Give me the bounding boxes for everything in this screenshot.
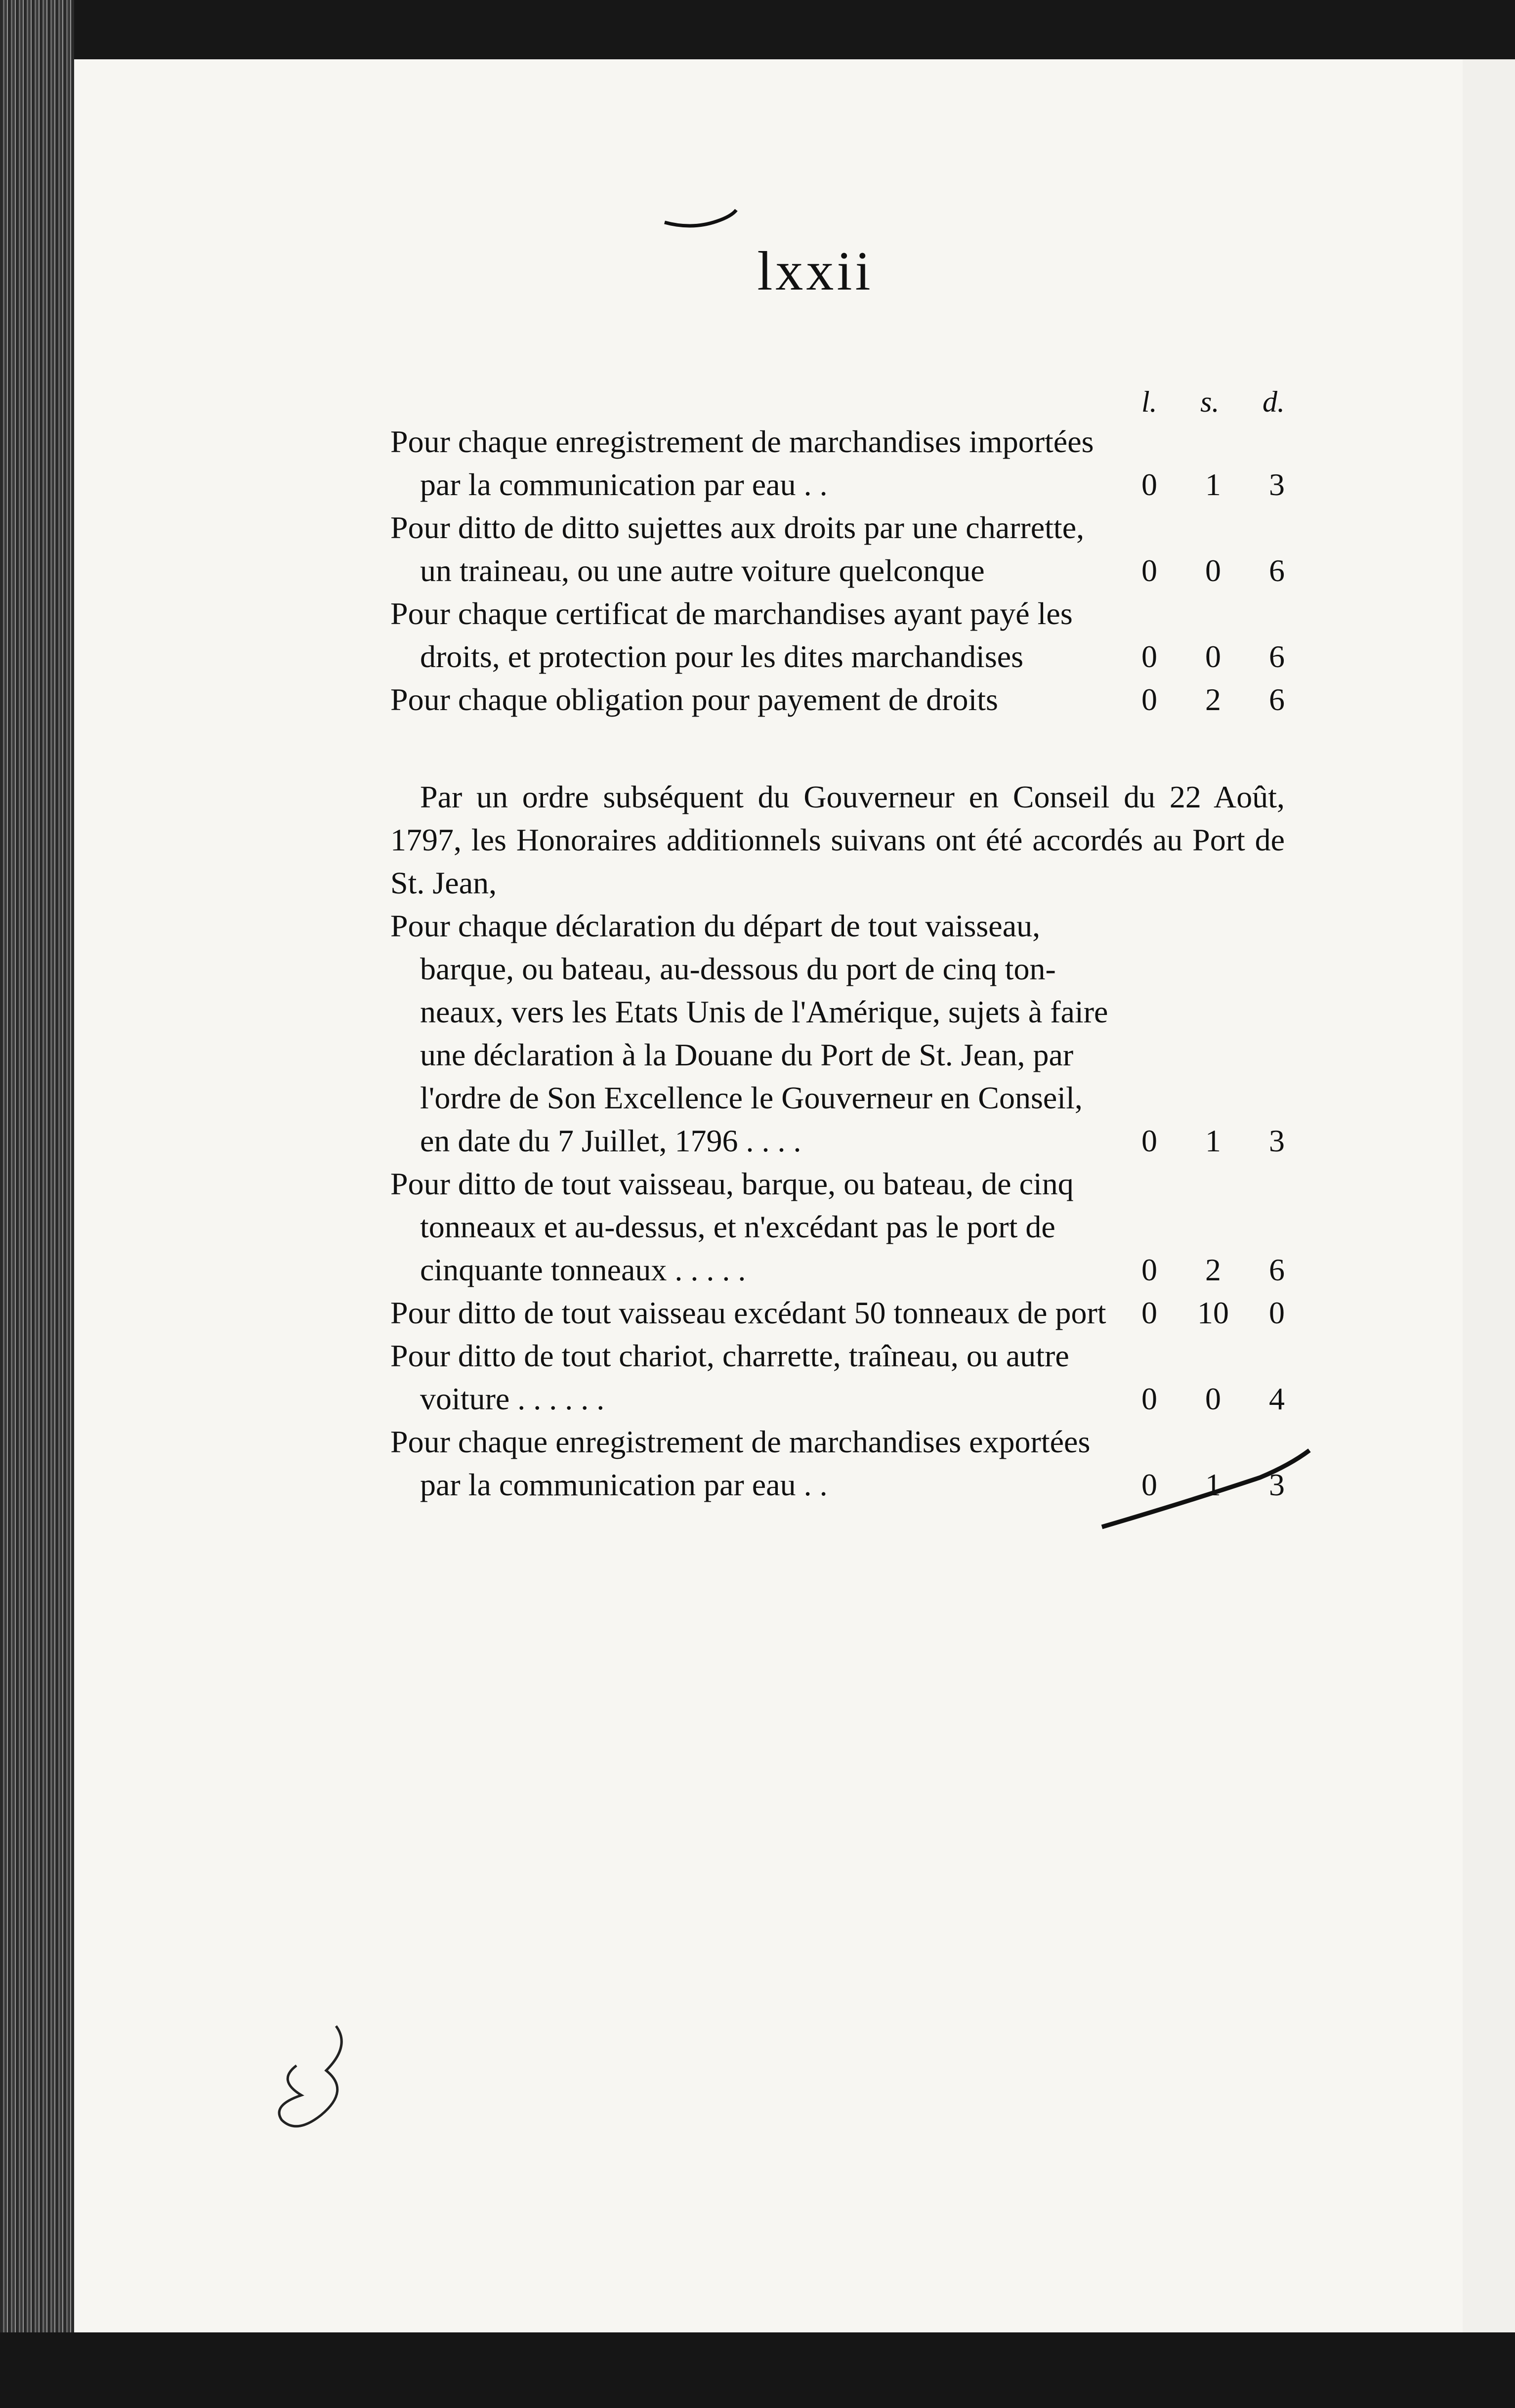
fee-line: une déclaration à la Douane du Port de St. Jean, par: [420, 1037, 1074, 1072]
fee-line: en date du 7 Juillet, 1796 . . . .: [420, 1123, 801, 1158]
fee-line: barque, ou bateau, au-dessous du port de cinq ton-: [420, 951, 1056, 986]
fee-entry: [390, 1420, 1285, 1506]
fee-schedule: [390, 385, 1285, 1506]
ink-doodle: [267, 2016, 366, 2145]
fee-line: cinquante tonneaux . . . . .: [420, 1252, 746, 1287]
fee-amount: 0 0 4: [1141, 1381, 1285, 1416]
fee-entry: [390, 678, 1285, 721]
fee-line: par la communication par eau . .: [420, 467, 828, 502]
fee-line: neaux, vers les Etats Unis de l'Amérique, sujets à faire: [420, 994, 1108, 1029]
fee-amount: 0 2 6: [1141, 682, 1285, 717]
pen-flourish-top: [662, 203, 741, 232]
page-number: lxxii: [757, 241, 874, 302]
order-paragraph: Par un ordre subséquent du Gouverneur en Conseil du 22 Août, 1797, les Honoraires additionnels suivans ont été accordés au Port de St. Jean,: [390, 779, 1285, 900]
fee-entry: [390, 592, 1285, 678]
fee-list-original: [390, 420, 1285, 721]
fee-line: voiture . . . . . .: [420, 1381, 605, 1416]
fee-line: par la communication par eau . .: [420, 1467, 828, 1502]
fee-amount: 0 1 3: [1141, 1123, 1285, 1158]
scan-border-top: [0, 0, 1515, 59]
fee-amount: 0 1 3: [1141, 1467, 1285, 1502]
shillings-header: s.: [1200, 385, 1220, 418]
fee-line: Pour chaque enregistrement de marchandises importées: [390, 424, 1094, 459]
fee-amount: 0 2 6: [1141, 1252, 1285, 1287]
additional-fees-section: [390, 775, 1285, 1506]
fee-amount: 0 0 6: [1141, 639, 1285, 674]
fee-line: Pour chaque déclaration du départ de tout vaisseau,: [390, 908, 1041, 943]
pence-header: d.: [1262, 385, 1285, 418]
fee-line: Pour ditto de tout chariot, charrette, traîneau, ou autre: [390, 1338, 1069, 1373]
fee-entry: [390, 420, 1285, 506]
scan-border-bottom: [0, 2332, 1515, 2408]
fee-entry: [390, 1162, 1285, 1291]
scan-binding-edge: [0, 0, 74, 2408]
fee-line: Pour chaque certificat de marchandises ayant payé les: [390, 596, 1073, 631]
pounds-header: l.: [1141, 385, 1157, 418]
fee-line: tonneaux et au-dessus, et n'excédant pas le port de: [420, 1209, 1055, 1244]
scan-next-page-edge: [1460, 59, 1515, 2332]
fee-line: l'ordre de Son Excellence le Gouverneur en Conseil,: [420, 1080, 1083, 1115]
fee-amount: 0 10 0: [1141, 1295, 1285, 1330]
fee-amount: 0 1 3: [1141, 467, 1285, 502]
fee-line: Pour chaque enregistrement de marchandises exportées: [390, 1424, 1091, 1459]
fee-entry: [390, 506, 1285, 592]
fee-line: un traineau, ou une autre voiture quelconque: [420, 553, 985, 588]
fee-entry: [390, 904, 1285, 1162]
fee-entry: [390, 1291, 1285, 1334]
currency-column-headers: [1141, 380, 1285, 423]
fee-line: Pour ditto de ditto sujettes aux droits par une charrette,: [390, 510, 1085, 545]
fee-entry: [390, 1334, 1285, 1420]
fee-amount: 0 0 6: [1141, 553, 1285, 588]
fee-line: droits, et protection pour les dites marchandises: [420, 639, 1024, 674]
fee-line: Pour ditto de tout vaisseau excédant 50 tonneaux de port: [390, 1295, 1106, 1330]
fee-line: Pour chaque obligation pour payement de droits: [390, 682, 998, 717]
fee-line: Pour ditto de tout vaisseau, barque, ou bateau, de cinq: [390, 1166, 1074, 1201]
